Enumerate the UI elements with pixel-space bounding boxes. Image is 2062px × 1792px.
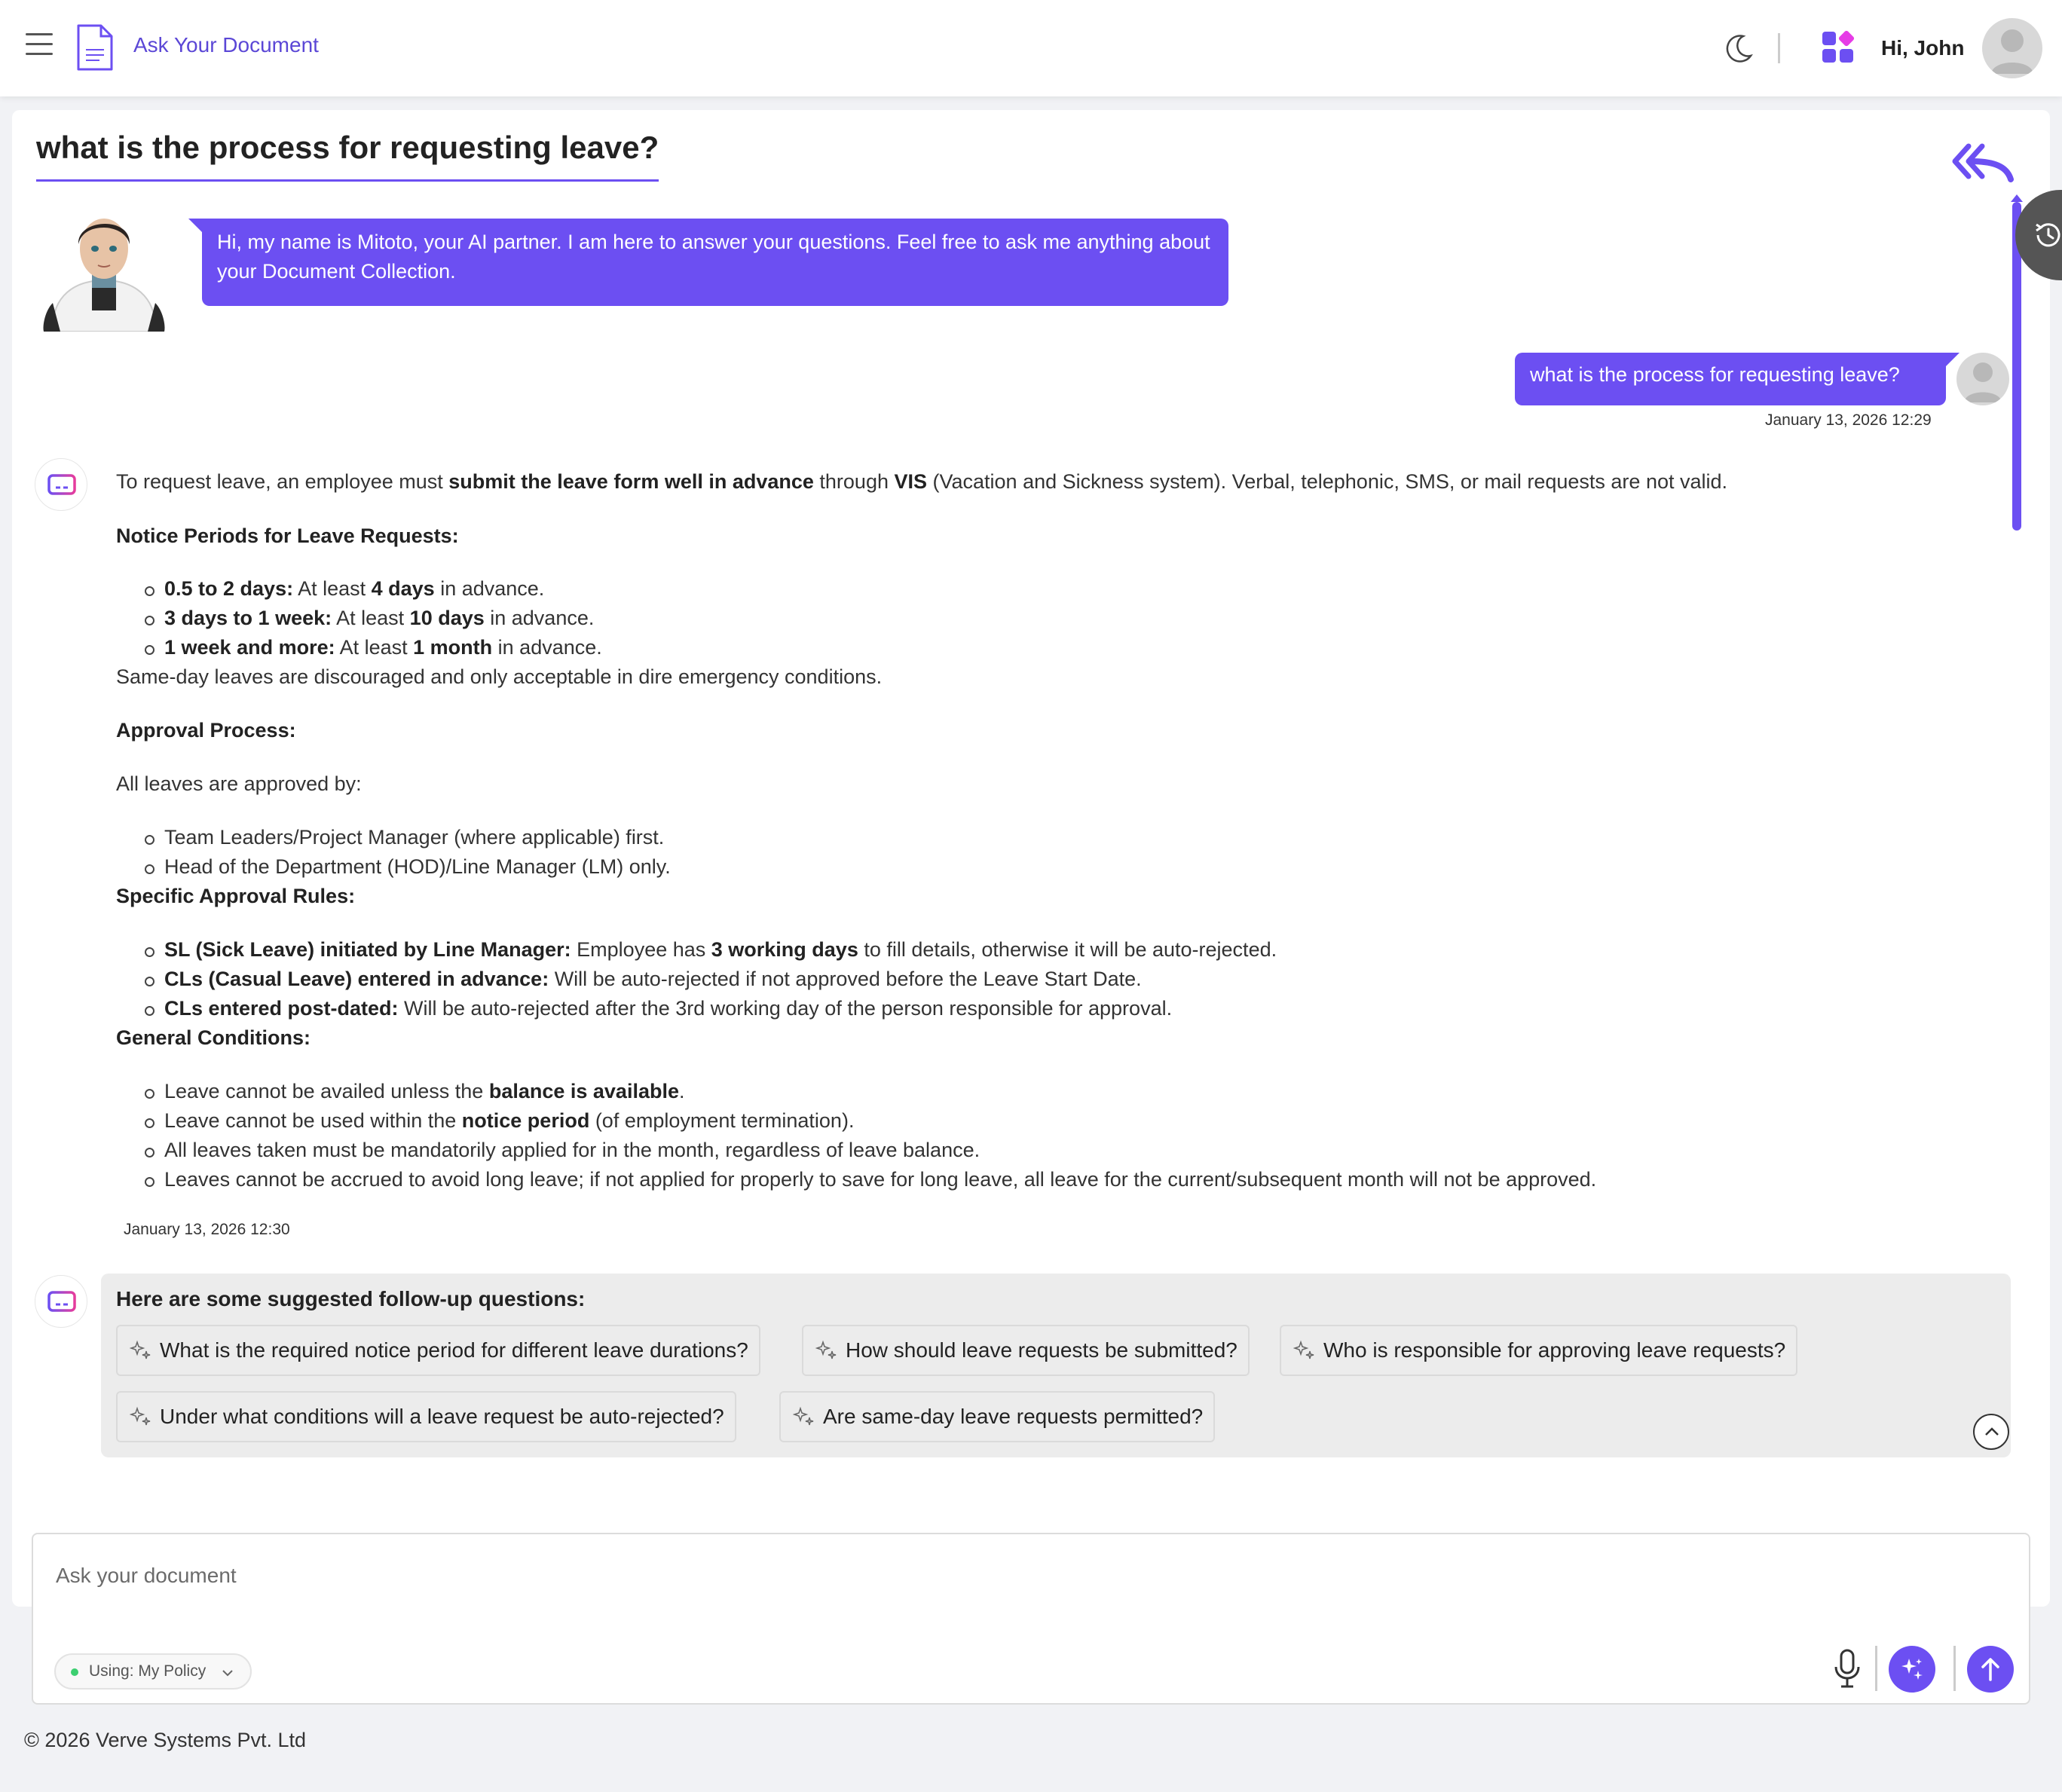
arrow-up-icon	[1978, 1656, 2002, 1683]
followup-chip-label: Are same-day leave requests permitted?	[823, 1405, 1204, 1428]
bot-icon	[47, 472, 76, 497]
sparkle-icon	[815, 1340, 838, 1362]
bot-avatar-image	[38, 205, 170, 332]
user-avatar	[1956, 353, 2009, 405]
bot-intro-message: Hi, my name is Mitoto, your AI partner. I am here to answer your questions. Feel free to ask me anything about your Document Collection.	[202, 219, 1228, 306]
input-divider	[1953, 1646, 1956, 1691]
followup-chip[interactable]	[116, 1325, 760, 1376]
followup-chip[interactable]	[779, 1391, 1215, 1442]
rules-heading: Specific Approval Rules:	[116, 885, 356, 907]
followup-chip[interactable]	[802, 1325, 1250, 1376]
app-title[interactable]: Ask Your Document	[133, 33, 319, 57]
followup-chip-label: Under what conditions will a leave request be auto-rejected?	[160, 1405, 724, 1428]
list-item: Head of the Department (HOD)/Line Manager (LM) only.	[164, 855, 671, 878]
moon-icon[interactable]	[1722, 32, 1755, 65]
list-item: Team Leaders/Project Manager (where applicable) first.	[164, 826, 665, 849]
followup-chip-label: What is the required notice period for different leave durations?	[160, 1338, 748, 1362]
list-item: CLs (Casual Leave) entered in advance: Will be auto-rejected if not approved before the Leave Start Date.	[164, 968, 1142, 990]
policy-selector-label: Using: My Policy	[89, 1662, 207, 1680]
sparkle-icon	[1898, 1656, 1926, 1683]
page-title: what is the process for requesting leave?	[36, 130, 659, 182]
user-message: what is the process for requesting leave?	[1515, 353, 1946, 405]
bot-avatar	[35, 458, 87, 511]
footer-copyright: © 2026 Verve Systems Pvt. Ltd	[24, 1729, 307, 1751]
top-bar	[0, 0, 2062, 96]
bot-avatar	[35, 1275, 87, 1328]
list-item: 3 days to 1 week: At least 10 days in advance.	[164, 607, 595, 629]
followup-chip-label: How should leave requests be submitted?	[846, 1338, 1238, 1362]
conditions-heading: General Conditions:	[116, 1026, 311, 1049]
header-divider	[1778, 33, 1780, 63]
list-item: Leave cannot be used within the notice period (of employment termination).	[164, 1109, 855, 1132]
send-button[interactable]	[1967, 1646, 2014, 1693]
list-item: 0.5 to 2 days: At least 4 days in advance.	[164, 577, 545, 600]
sparkle-icon	[130, 1406, 152, 1429]
ask-document-input[interactable]	[56, 1557, 1714, 1595]
apps-icon[interactable]	[1821, 30, 1855, 65]
document-icon	[75, 23, 115, 72]
avatar[interactable]	[1982, 18, 2042, 78]
followup-chip-label: Who is responsible for approving leave requests?	[1323, 1338, 1786, 1362]
approval-intro: All leaves are approved by:	[116, 772, 362, 795]
followup-chip[interactable]	[116, 1391, 736, 1442]
notice-heading: Notice Periods for Leave Requests:	[116, 524, 459, 547]
same-day-note: Same-day leaves are discouraged and only acceptable in dire emergency conditions.	[116, 665, 883, 688]
list-item: 1 week and more: At least 1 month in advance.	[164, 636, 602, 659]
list-item: Leave cannot be availed unless the balance is available.	[164, 1080, 685, 1102]
sparkle-icon	[1293, 1340, 1316, 1362]
list-item: CLs entered post-dated: Will be auto-rejected after the 3rd working day of the person responsible for approval.	[164, 997, 1173, 1020]
menu-icon[interactable]	[26, 33, 53, 57]
microphone-icon[interactable]	[1831, 1647, 1863, 1690]
answer-intro: To request leave, an employee must submit the leave form well in advance through VIS (Vacation and Sickness system). Verbal, telephonic, SMS, or mail requests are not valid.	[116, 470, 1728, 493]
history-icon	[2030, 219, 2062, 252]
input-divider	[1875, 1646, 1877, 1691]
policy-selector[interactable]	[54, 1653, 252, 1690]
collapse-suggestions-button[interactable]	[1973, 1414, 2009, 1450]
bot-answer-timestamp: January 13, 2026 12:30	[124, 1221, 290, 1238]
bot-icon	[47, 1289, 76, 1313]
list-item: All leaves taken must be mandatorily applied for in the month, regardless of leave balance.	[164, 1139, 981, 1161]
user-message-timestamp: January 13, 2026 12:29	[1765, 411, 1932, 429]
followup-title: Here are some suggested follow-up questions:	[116, 1287, 586, 1310]
approval-heading: Approval Process:	[116, 719, 296, 742]
status-dot	[71, 1668, 78, 1676]
scroll-up-arrow[interactable]	[2011, 194, 2023, 202]
reply-all-icon[interactable]	[1952, 140, 2015, 185]
sparkle-icon	[130, 1340, 152, 1362]
chevron-up-icon	[1983, 1424, 2001, 1439]
list-item: SL (Sick Leave) initiated by Line Manager: Employee has 3 working days to fill details, otherwise it will be auto-rejected.	[164, 938, 1277, 961]
chevron-down-icon	[220, 1665, 235, 1680]
sparkle-icon	[793, 1406, 815, 1429]
ai-enhance-button[interactable]	[1889, 1646, 1935, 1693]
list-item: Leaves cannot be accrued to avoid long leave; if not applied for properly to save for long leave, all leave for the current/subsequent month will not be approved.	[164, 1168, 1597, 1191]
followup-chip[interactable]	[1280, 1325, 1797, 1376]
user-greeting: Hi, John	[1881, 36, 1965, 60]
